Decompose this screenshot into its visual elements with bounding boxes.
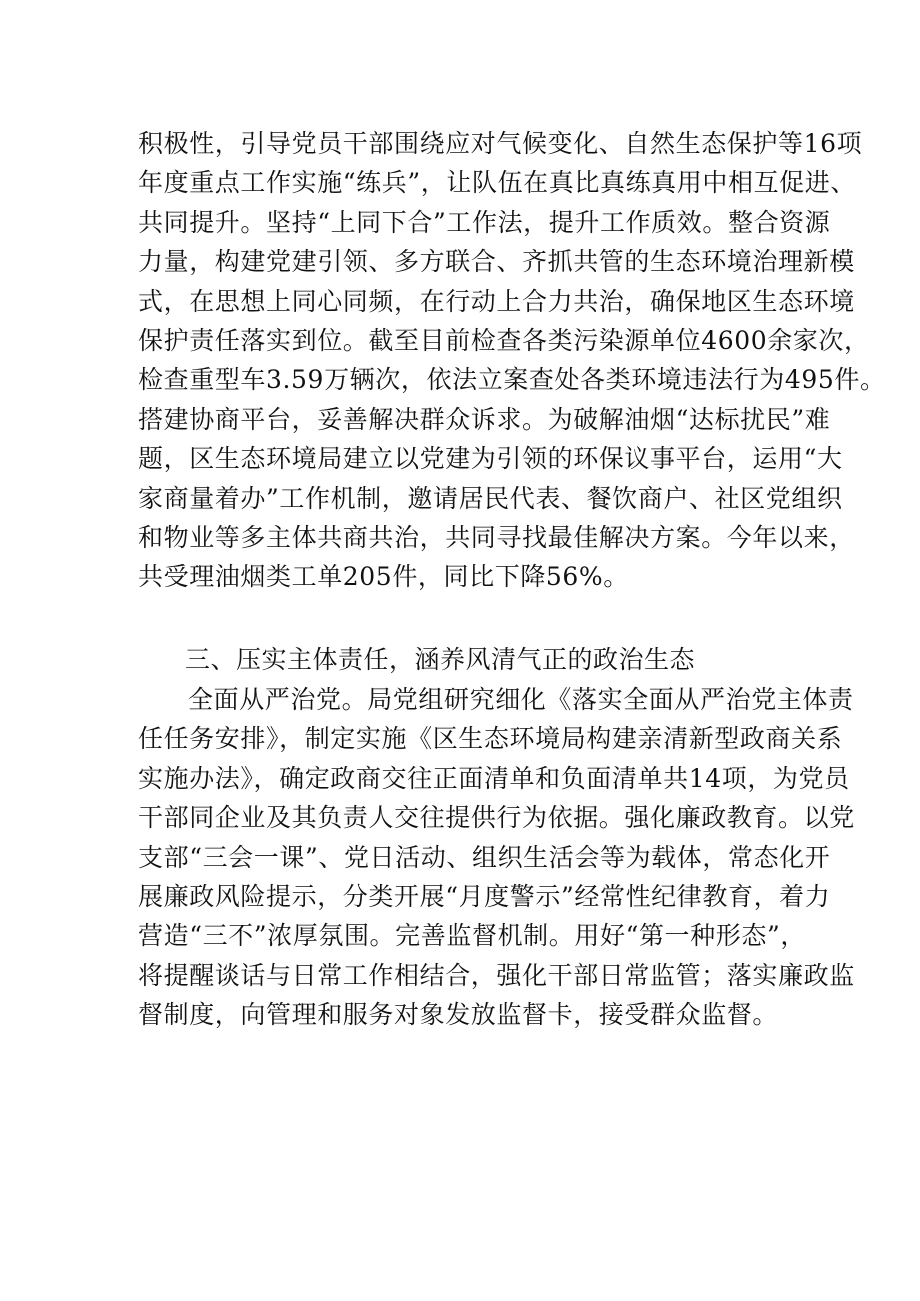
text-line: 共同提升。坚持“上同下合”工作法，提升工作质效。整合资源 (138, 207, 831, 237)
paragraph-continuation (138, 124, 886, 597)
text-line: 支部“三会一课”、党日活动、组织生活会等为载体，常态化开 (138, 842, 831, 872)
text-line: 营造“三不”浓厚氛围。完善监督机制。用好“第一种形态”， (138, 921, 806, 951)
text-line: 题，区生态环境局建立以党建为引领的环保议事平台，运用“大 (138, 444, 843, 474)
text-line: 式，在思想上同心同频，在行动上合力共治，确保地区生态环境 (138, 286, 855, 316)
text-line: 检查重型车3.59万辆次，依法立案查处各类环境违法行为495件。 (138, 365, 886, 395)
text-line: 干部同企业及其负责人交往提供行为依据。强化廉政教育。以党 (138, 803, 855, 833)
text-line: 任任务安排》，制定实施《区生态环境局构建亲清新型政商关系 (138, 724, 843, 754)
paragraph-section-three (138, 680, 855, 1035)
text-line: 全面从严治党。局党组研究细化《落实全面从严治党主体责 (188, 685, 854, 714)
text-line: 力量，构建党建引领、多方联合、齐抓共管的生态环境治理新模 (138, 247, 855, 277)
text-line: 和物业等多主体共商共治，共同寻找最佳解决方案。今年以来， (138, 522, 855, 552)
text-line: 家商量着办”工作机制，邀请居民代表、餐饮商户、社区党组织 (138, 483, 843, 513)
text-line: 实施办法》，确定政商交往正面清单和负面清单共14项，为党员 (138, 763, 850, 793)
text-line: 年度重点工作实施“练兵”，让队伍在真比真练真用中相互促进、 (138, 168, 856, 198)
text-line: 搭建协商平台，妥善解决群众诉求。为破解油烟“达标扰民”难 (138, 404, 831, 434)
text-line: 积极性，引导党员干部围绕应对气候变化、自然生态保护等16项 (138, 129, 863, 158)
text-line: 展廉政风险提示，分类开展“月度警示”经常性纪律教育，着力 (138, 881, 831, 911)
text-line: 督制度，向管理和服务对象发放监督卡，接受群众监督。 (138, 1000, 779, 1030)
text-line: 将提醒谈话与日常工作相结合，强化干部日常监管；落实廉政监 (138, 960, 855, 990)
text-line: 保护责任落实到位。截至目前检查各类污染源单位4600余家次， (138, 325, 870, 355)
section-heading: 三、压实主体责任，涵养风清气正的政治生态 (185, 645, 696, 674)
text-line: 共受理油烟类工单205件，同比下降56%。 (138, 562, 629, 592)
